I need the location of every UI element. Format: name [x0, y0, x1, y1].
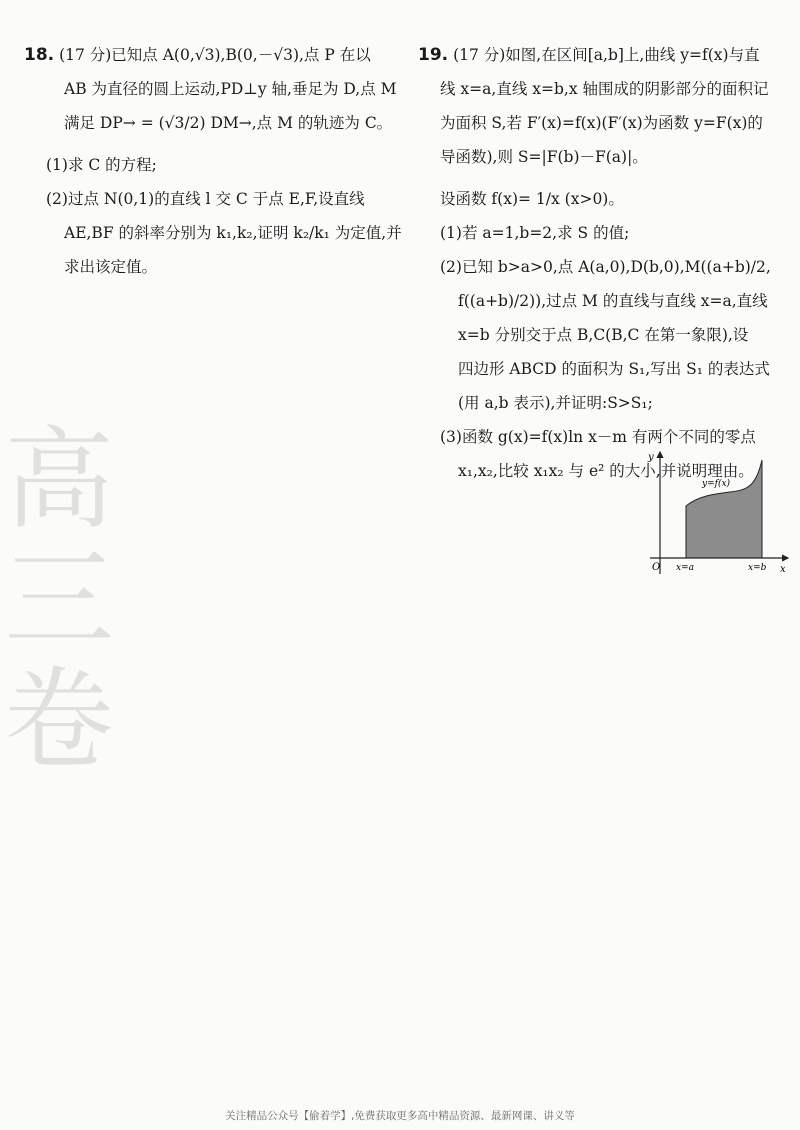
q19-line-3: 为面积 S,若 F′(x)=f(x)(F′(x)为函数 y=F(x)的: [440, 114, 763, 132]
q19-line-2: 线 x=a,直线 x=b,x 轴围成的阴影部分的面积记: [440, 80, 769, 98]
q18-line-3: 满足 DP→ = (√3/2) DM→,点 M 的轨迹为 C。: [64, 114, 393, 132]
q19-part-2-cont-3: 四边形 ABCD 的面积为 S₁,写出 S₁ 的表达式: [458, 360, 770, 378]
q18-part-1: (1)求 C 的方程;: [46, 156, 157, 174]
q19-part-1: (1)若 a=1,b=2,求 S 的值;: [440, 224, 630, 242]
q19-line-4: 导函数),则 S=|F(b)－F(a)|。: [440, 148, 648, 166]
y-axis-label: y: [648, 452, 654, 463]
q18-text: (17 分)已知点 A(0,√3),B(0,－√3),点 P 在以: [59, 46, 371, 64]
x-axis-label: x: [780, 564, 786, 575]
b-label: x=b: [748, 563, 767, 573]
curve-label: y=f(x): [702, 479, 731, 489]
footer-promo: 关注精品公众号【偷着学】,免费获取更多高中精品资源、最新网课、讲义等: [225, 1110, 575, 1122]
q19-line-1: [418, 38, 788, 72]
q19-number: 19.: [418, 45, 449, 65]
q19-part-3-cont: x₁,x₂,比较 x₁x₂ 与 e² 的大小,并说明理由。: [458, 462, 754, 480]
a-label: x=a: [676, 563, 694, 573]
origin-label: O: [652, 562, 661, 573]
q18-number: 18.: [24, 45, 55, 65]
q19-part-2-cont-1: f((a+b)/2)),过点 M 的直线与直线 x=a,直线: [458, 292, 768, 310]
q18-part-2-cont: AE,BF 的斜率分别为 k₁,k₂,证明 k₂/k₁ 为定值,并: [64, 224, 402, 242]
q19-part-2-cont-2: x=b 分别交于点 B,C(B,C 在第一象限),设: [458, 326, 749, 344]
q19-part-2-cont-4: (用 a,b 表示),并证明:S>S₁;: [458, 394, 653, 412]
question-19: [418, 38, 788, 488]
watermark-text: 高三卷: [4, 416, 114, 784]
q19-function-def: 设函数 f(x)= 1/x (x>0)。: [440, 190, 624, 208]
area-under-curve-figure: [640, 448, 790, 578]
q18-line-2: AB 为直径的圆上运动,PD⊥y 轴,垂足为 D,点 M: [64, 80, 397, 98]
q18-line-1: [24, 38, 402, 72]
q18-part-2-end: 求出该定值。: [64, 258, 158, 276]
q18-part-2: (2)过点 N(0,1)的直线 l 交 C 于点 E,F,设直线: [46, 190, 365, 208]
q19-part-3: (3)函数 g(x)=f(x)ln x－m 有两个不同的零点: [440, 428, 756, 446]
q19-text: (17 分)如图,在区间[a,b]上,曲线 y=f(x)与直: [453, 46, 760, 64]
q19-part-2: (2)已知 b>a>0,点 A(a,0),D(b,0),M((a+b)/2,: [440, 258, 771, 276]
question-18: [24, 38, 402, 284]
shaded-region: [686, 460, 762, 558]
